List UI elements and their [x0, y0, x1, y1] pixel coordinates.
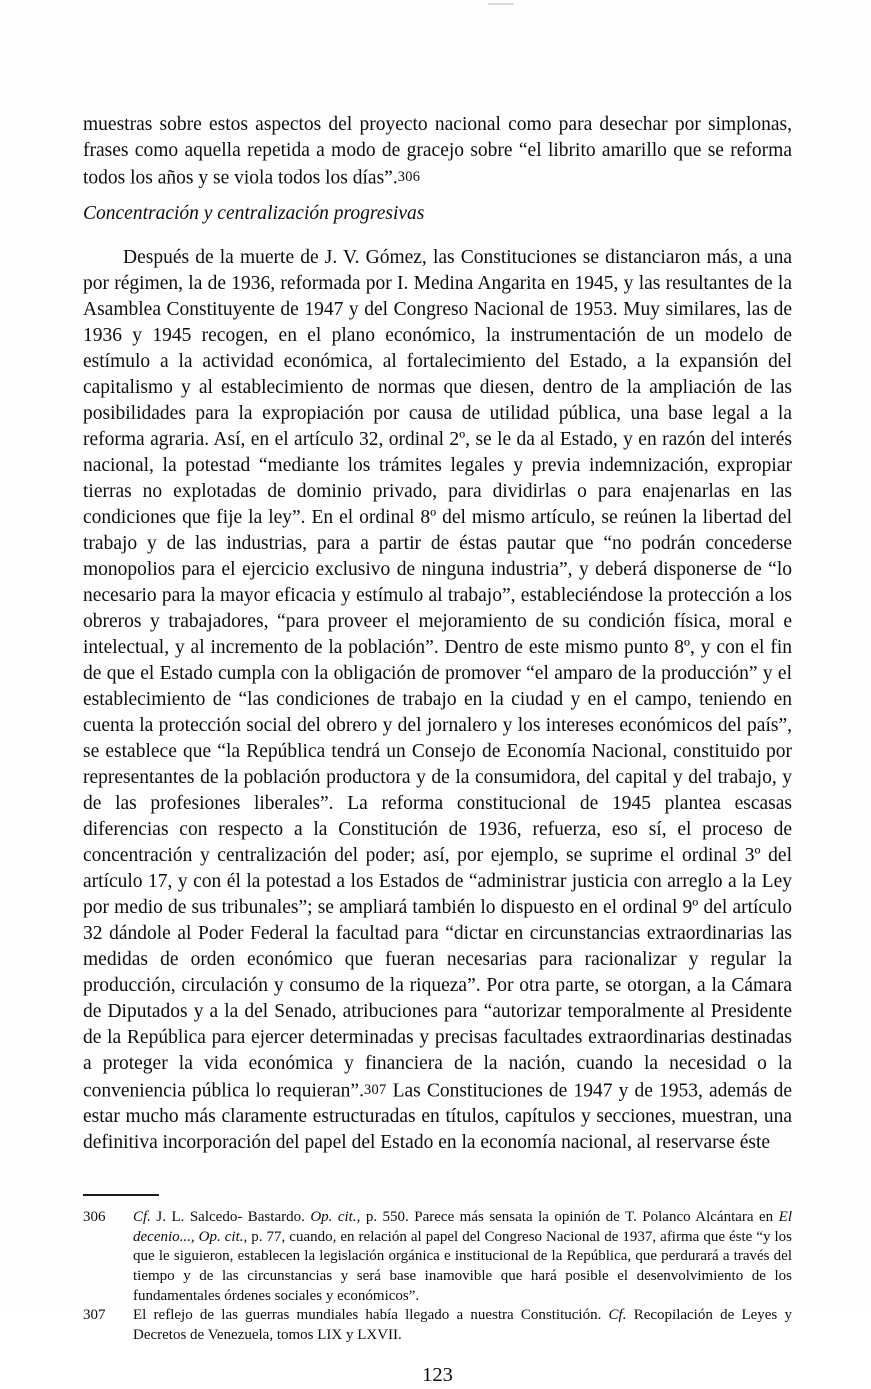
footnote-307	[83, 1306, 792, 1345]
footnote-306	[83, 1208, 792, 1306]
footnote-text: Cf. J. L. Salcedo- Bastardo. Op. cit., p. 550. Parece más sensata la opinión de T. Polanco Alcántara en El decenio..., Op. cit., p. 77, cuando, en relación al papel del Congreso Nacional de 1937, afirma que éste “y los que le siguieron, establecen la legislación orgánica e institucional de la República, que perdurará a través del tiempo y de las circunstancias y será base inamovible que hará posible el desenvolvimiento de los fundamentales órdenes sociales y económicos”.	[133, 1209, 792, 1304]
footnote-number: 307	[83, 1307, 106, 1324]
page-number: 123	[422, 1364, 453, 1387]
section-heading: Concentración y centralización progresivas	[83, 202, 425, 224]
footnotes	[83, 1208, 792, 1345]
scan-artifact	[488, 3, 514, 5]
footnote-text: El reflejo de las guerras mundiales había llegado a nuestra Constitución. Cf. Recopilación de Leyes y Decretos de Venezuela, tomos LIX y LXVII.	[133, 1307, 792, 1343]
main-paragraph: Después de la muerte de J. V. Gómez, las Constituciones se distanciaron más, a una por régimen, la de 1936, reformada por I. Medina Angarita en 1945, y las resultantes de la Asamblea Constituyente de 1947 y del Congreso Nacional de 1953. Muy similares, las de 1936 y 1945 recogen, en el plano económico, la instrumentación de un modelo de estímulo a la actividad económica, al fortalecimiento del Estado, a la expansión del capitalismo y al establecimiento de normas que diesen, dentro de la ampliación de las posibilidades para la expropiación por causa de utilidad pública, una base legal a la reforma agraria. Así, en el artículo 32, ordinal 2º, se le da al Estado, y en razón del interés nacional, la potestad “mediante los trámites legales y previa indemnización, expropiar tierras no explotadas de dominio privado, para dividirlas o para enajenarlas en las condiciones que fije la ley”. En el ordinal 8º del mismo artículo, se reúnen la libertad del trabajo y de las industrias, para a partir de éstas pautar que “no podrán concederse monopolios para el ejercicio exclusivo de ninguna industria”, y deberá disponerse de “lo necesario para la mayor eficacia y estímulo al trabajo”, estableciéndose la protección a los obreros y trabajadores, “para proveer el mejoramiento de su condición física, moral e intelectual, y al incremento de la población”. Dentro de este mismo punto 8º, y con el fin de que el Estado cumpla con la obligación de promover “el amparo de la producción” y el establecimiento de “las condiciones de trabajo en la ciudad y en el campo, teniendo en cuenta la protección social del obrero y del jornalero y los intereses económicos del país”, se establece que “la República tendrá un Consejo de Economía Nacional, constituido por representantes de la población productora y de la consumidora, del capital y del trabajo, y de las profesiones liberales”. La reforma constitucional de 1945 plantea escasas diferencias con respecto a la Constitución de 1936, refuerza, eso sí, el proceso de concentración y centralización del poder; así, por ejemplo, se suprime el ordinal 3º del artículo 17, y con él la potestad a los Estados de “administrar justicia con arreglo a la Ley por medio de sus tribunales”; se ampliará también lo dispuesto en el ordinal 9º del artículo 32 dándole al Poder Federal la facultad para “dictar en circunstancias extraordinarias las medidas de orden económico que fueran necesarias para racionalizar y regular la producción, circulación y consumo de la riqueza”. Por otra parte, se otorgan, a la Cámara de Diputados y a la del Senado, atribuciones para “autorizar temporalmente al Presidente de la República para ejercer determinadas y precisas facultades extraordinarias destinadas a proteger la vida económica y financiera de la nación, cuando la necesidad o la conveniencia pública lo requieran”.307 Las Constituciones de 1947 y de 1953, además de estar mucho más claramente estructuradas en títulos, capítulos y secciones, muestran, una definitiva incorporación del papel del Estado en la economía nacional, al reservarse éste	[83, 246, 792, 1154]
footnote-separator	[83, 1194, 159, 1196]
intro-paragraph: muestras sobre estos aspectos del proyecto nacional como para desechar por simplonas, frases como aquella repetida a modo de gracejo sobre “el librito amarillo que se reforma todos los años y se viola todos los días”.306	[83, 114, 792, 189]
body-text	[83, 112, 792, 1156]
footnote-number: 306	[83, 1209, 106, 1226]
